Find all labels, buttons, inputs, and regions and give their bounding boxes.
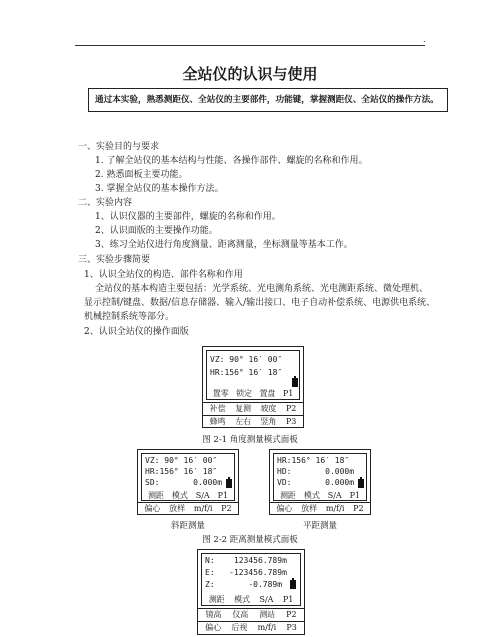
softkey-row	[198, 608, 304, 620]
paragraph-line: 显示控制/键盘、数据/信息存储器、输入/输出接口、电子自动补偿系统、电源供电系统、	[84, 298, 436, 308]
softkey-row	[198, 621, 304, 633]
softkey[interactable]: S/A	[195, 490, 210, 500]
battery-icon	[226, 479, 232, 488]
softkey[interactable]: 竖角	[260, 417, 277, 426]
softkey[interactable]: 测站	[259, 610, 276, 619]
paragraph-line: 全站仪的基本构造主要包括：光学系统、光电测角系统、光电测距系统、微处理机、	[95, 284, 429, 294]
coordinate-panel	[197, 549, 305, 635]
list-item: 1、认识仪器的主要部件，螺旋的名称和作用。	[95, 212, 281, 222]
softkey[interactable]: 测距	[279, 490, 296, 500]
battery-icon	[290, 580, 296, 589]
softkey[interactable]: 补偿	[209, 404, 226, 413]
softkey[interactable]: 左右	[235, 417, 252, 426]
subsection-heading: 2、认识全站仪的操作面版	[84, 327, 189, 337]
screen-line: E: -123456.789m	[205, 568, 287, 577]
angle-mode-panel	[202, 346, 304, 428]
screen-line: N: 123456.789m	[205, 556, 287, 565]
list-item: 2、认识面版的主要操作功能。	[95, 226, 218, 236]
softkey-row	[138, 502, 238, 514]
screen-line: SD: 0.000m	[145, 478, 223, 487]
screen-line: Z: -0.789m	[205, 580, 283, 589]
softkey[interactable]: P2	[286, 610, 297, 619]
panel-screen	[273, 453, 367, 501]
softkey[interactable]: S/A	[327, 490, 342, 500]
panel-label: 平距测量	[302, 521, 337, 531]
section-1-heading: 一、实验目的与要求	[78, 142, 160, 152]
softkey[interactable]: 坡度	[260, 404, 277, 413]
softkey[interactable]: 测距	[208, 594, 225, 604]
softkey[interactable]: 置盘	[259, 388, 276, 398]
section-3-heading: 三、实验步骤简要	[78, 255, 151, 265]
softkey-row	[203, 415, 303, 427]
panel-label: 斜距测量	[170, 521, 205, 531]
figure-caption: 图 2-2 距离测量模式面板	[202, 535, 298, 545]
list-item: 1. 了解全站仪的基本结构与性能、各操作部件、螺旋的名称和作用。	[95, 156, 368, 166]
softkey-row	[274, 489, 366, 501]
battery-icon	[358, 479, 364, 488]
screen-line: HR:156° 16′ 18″	[145, 467, 218, 476]
softkey[interactable]: P3	[285, 417, 297, 426]
softkey[interactable]: 蜂鸣	[209, 417, 226, 426]
softkey[interactable]: P1	[282, 388, 294, 398]
softkey[interactable]: 模式	[171, 490, 188, 500]
panel-screen	[201, 553, 301, 606]
softkey-row	[270, 502, 370, 514]
softkey-row	[207, 387, 299, 399]
list-item: 3、练习全站仪进行角度测量、距离测量，坐标测量等基本工作。	[95, 240, 353, 250]
list-item: 2. 熟悉面板主要功能。	[95, 170, 188, 180]
horizontal-distance-panel	[269, 449, 371, 515]
softkey[interactable]: 复测	[235, 404, 252, 413]
softkey[interactable]: m/f/i	[257, 623, 277, 632]
softkey[interactable]: P1	[349, 490, 361, 500]
header-rule	[75, 45, 425, 46]
softkey[interactable]: 后视	[231, 623, 248, 632]
softkey[interactable]: 放样	[301, 504, 318, 513]
screen-line: HR:156° 16′ 18″	[277, 456, 350, 465]
abstract-box: 通过本实验，熟悉测距仪、全站仪的主要部件，功能键，掌握测距仪、全站仪的操作方法。	[88, 88, 448, 112]
softkey-row	[203, 402, 303, 414]
section-2-heading: 二、实验内容	[78, 198, 133, 208]
softkey-row	[142, 489, 234, 501]
softkey[interactable]: m/f/i	[193, 504, 213, 513]
paragraph-line: 机械控制系统等部分。	[84, 312, 175, 322]
screen-line: VZ: 90° 16′ 00″	[210, 355, 283, 364]
screen-line: HD: 0.000m	[277, 467, 355, 476]
softkey[interactable]: P1	[217, 490, 229, 500]
list-item: 3. 掌握全站仪的基本操作方法。	[95, 184, 224, 194]
softkey[interactable]: 置零	[212, 388, 229, 398]
softkey[interactable]: P1	[282, 594, 294, 604]
slope-distance-panel	[137, 449, 239, 515]
softkey-row	[202, 593, 300, 605]
page-title: 全站仪的认识与使用	[182, 65, 318, 83]
softkey[interactable]: m/f/i	[325, 504, 345, 513]
softkey[interactable]: 模式	[303, 490, 320, 500]
softkey[interactable]: 锁定	[236, 388, 253, 398]
softkey[interactable]: P2	[353, 504, 364, 513]
panel-screen	[141, 453, 235, 501]
softkey[interactable]: P3	[286, 623, 297, 632]
figure-caption: 图 2-1 角度测量模式面板	[202, 435, 298, 445]
softkey[interactable]: 模式	[234, 594, 251, 604]
panel-screen	[206, 350, 300, 400]
softkey[interactable]: 测距	[147, 490, 164, 500]
softkey[interactable]: P2	[221, 504, 232, 513]
subsection-heading: 1、认识全站仪的构造、部件名称和作用	[84, 270, 243, 280]
softkey[interactable]: 偏心	[276, 504, 293, 513]
screen-line: VD: 0.000m	[277, 478, 355, 487]
softkey[interactable]: 偏心	[144, 504, 161, 513]
softkey[interactable]: 放样	[169, 504, 186, 513]
screen-line: VZ: 90° 16′ 00″	[145, 456, 218, 465]
softkey[interactable]: 仪高	[232, 610, 249, 619]
header-mark: .	[423, 35, 426, 44]
softkey[interactable]: 偏心	[205, 623, 222, 632]
softkey[interactable]: P2	[285, 404, 297, 413]
softkey[interactable]: S/A	[259, 594, 274, 604]
battery-icon	[292, 378, 298, 387]
screen-line: HR:156° 16′ 18″	[210, 368, 283, 377]
softkey[interactable]: 镜高	[205, 610, 222, 619]
